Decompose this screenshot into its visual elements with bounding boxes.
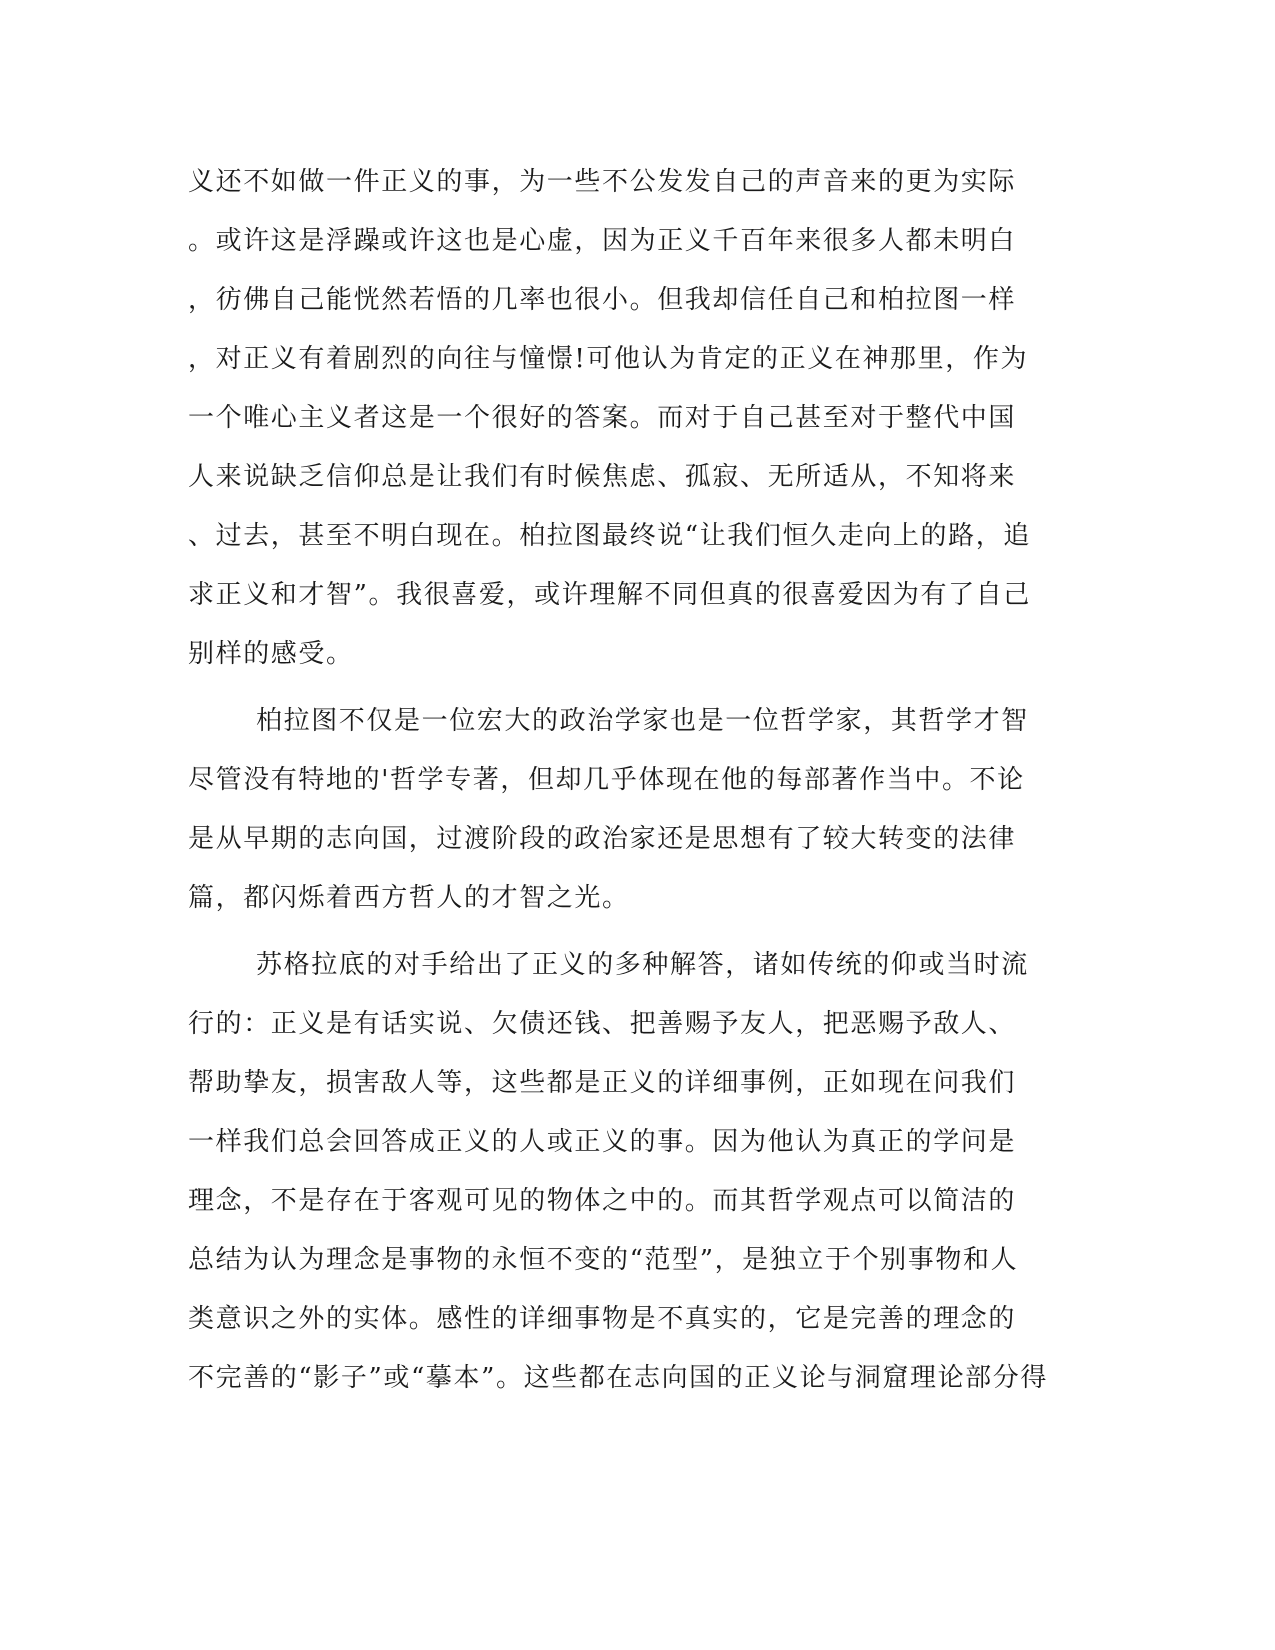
- text-line: 不完善的“影子”或“摹本”。这些都在志向国的正义论与洞窟理论部分得: [188, 1363, 1048, 1393]
- paragraph: [188, 943, 1088, 1415]
- text-line: 。或许这是浮躁或许这也是心虚，因为正义千百年来很多人都未明白: [188, 226, 1017, 256]
- text-line: 、过去，甚至不明白现在。柏拉图最终说“让我们恒久走向上的路，追: [188, 521, 1031, 551]
- text-line: ，彷佛自己能恍然若悟的几率也很小。但我却信任自己和柏拉图一样: [188, 285, 1017, 315]
- text-line: 是从早期的志向国，过渡阶段的政治家还是思想有了较大转变的法律: [188, 824, 1017, 854]
- text-line: ，对正义有着剧烈的向往与憧憬!可他认为肯定的正义在神那里，作为: [188, 344, 1029, 374]
- text-line: 帮助挚友，损害敌人等，这些都是正义的详细事例，正如现在问我们: [188, 1068, 1017, 1098]
- text-line: 一样我们总会回答成正义的人或正义的事。因为他认为真正的学问是: [188, 1127, 1017, 1157]
- text-line: 人来说缺乏信仰总是让我们有时候焦虑、孤寂、无所适从，不知将来: [188, 462, 1017, 492]
- text-line: 柏拉图不仅是一位宏大的政治学家也是一位哲学家，其哲学才智: [256, 706, 1029, 736]
- text-line: 一个唯心主义者这是一个很好的答案。而对于自己甚至对于整代中国: [188, 403, 1017, 433]
- text-line: 篇，都闪烁着西方哲人的才智之光。: [188, 883, 630, 913]
- text-line: 别样的感受。: [188, 639, 354, 669]
- text-line: 苏格拉底的对手给出了正义的多种解答，诸如传统的仰或当时流: [256, 950, 1029, 980]
- paragraph: [188, 160, 1088, 691]
- paragraph-gap: [188, 691, 1088, 699]
- body-text: [188, 160, 1088, 1415]
- paragraph: [188, 699, 1088, 935]
- text-line: 理念，不是存在于客观可见的物体之中的。而其哲学观点可以简洁的: [188, 1186, 1017, 1216]
- text-line: 求正义和才智”。我很喜爱，或许理解不同但真的很喜爱因为有了自己: [188, 580, 1031, 610]
- text-line: 尽管没有特地的'哲学专著，但却几乎体现在他的每部著作当中。不论: [188, 765, 1025, 795]
- text-line: 总结为认为理念是事物的永恒不变的“范型”，是独立于个别事物和人: [188, 1245, 1019, 1275]
- paragraph-gap: [188, 935, 1088, 943]
- text-line: 类意识之外的实体。感性的详细事物是不真实的，它是完善的理念的: [188, 1304, 1017, 1334]
- text-line: 行的：正义是有话实说、欠债还钱、把善赐予友人，把恶赐予敌人、: [188, 1009, 1017, 1039]
- text-line: 义还不如做一件正义的事，为一些不公发发自己的声音来的更为实际: [188, 167, 1017, 197]
